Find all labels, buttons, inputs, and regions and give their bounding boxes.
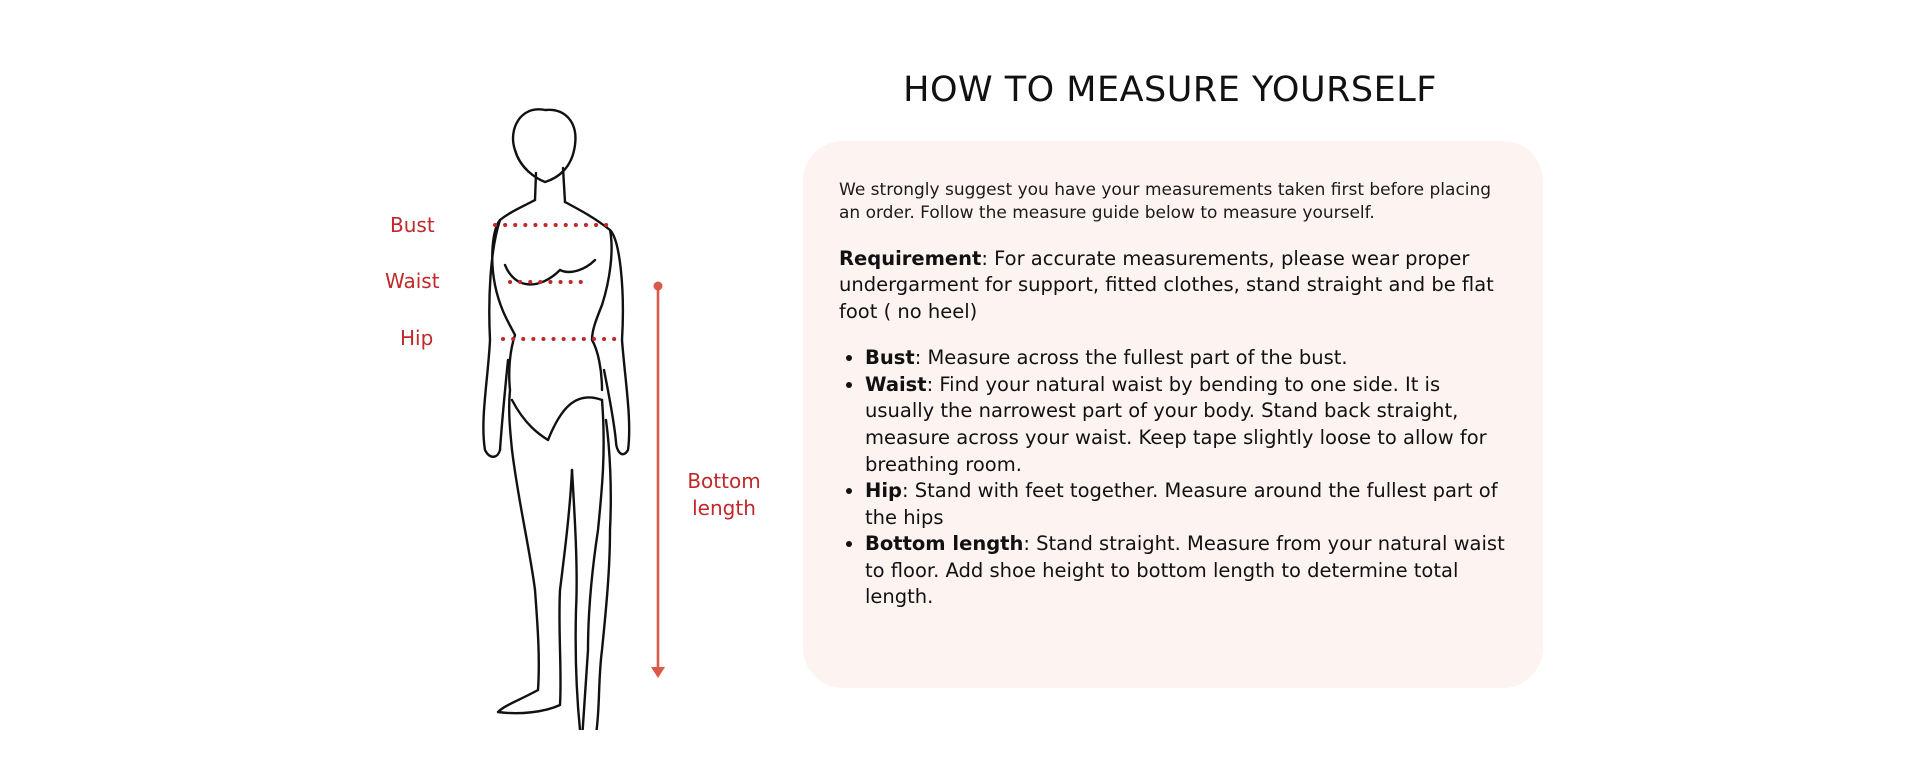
guide-item-bust [865, 345, 1507, 372]
hip-label: Hip [400, 326, 434, 350]
arrow-head [651, 667, 665, 678]
mannequin-head [513, 109, 575, 182]
guide-text: : Find your natural waist by bending to one side. It is usually the narrowest part of your body. Stand back straight, measure across your waist. Keep tape slightly loose to allow for breathing room. [865, 372, 1487, 476]
guide-text: : Stand straight. Measure from your natural waist to floor. Add shoe height to bottom length to determine total length. [865, 532, 1505, 609]
guide-item-bottom-length [865, 531, 1507, 611]
measurement-guide-list [839, 345, 1507, 610]
instructions-panel [803, 141, 1543, 688]
mannequin-hip-line [512, 397, 602, 440]
guide-term: Bust [865, 346, 915, 370]
waist-label: Waist [385, 269, 440, 293]
mannequin-right-arm [604, 230, 629, 454]
guide-text: : Measure across the fullest part of the bust. [914, 346, 1348, 370]
requirement-label: Requirement [839, 246, 982, 270]
guide-item-waist [865, 372, 1507, 478]
bottom-length-label: Bottom length [687, 469, 761, 520]
mannequin-left-leg [498, 450, 572, 713]
requirement-paragraph [839, 246, 1507, 326]
measurement-dots [495, 225, 615, 339]
mannequin-figure [370, 50, 790, 730]
guide-text: : Stand with feet together. Measure around the fullest part of the hips [865, 479, 1498, 529]
intro-text: We strongly suggest you have your measurements taken first before placing an order. Follow the measure guide below to measure yourself. [839, 180, 1492, 224]
guide-term: Waist [865, 372, 927, 396]
requirement-text: : For accurate measurements, please wear proper undergarment for support, fitted clothes, stand straight and be flat foot ( no heel) [839, 246, 1494, 323]
guide-term: Bottom length [865, 532, 1024, 556]
mannequin-illustration [370, 50, 790, 730]
page-title: HOW TO MEASURE YOURSELF [903, 70, 1437, 110]
bust-label: Bust [390, 213, 435, 237]
mannequin-right-leg [582, 400, 611, 730]
guide-item-hip [865, 478, 1507, 531]
bottom-length-arrow [651, 282, 665, 679]
mannequin-inner-leg [572, 470, 580, 730]
mannequin-torso [492, 200, 611, 450]
guide-term: Hip [865, 479, 902, 503]
